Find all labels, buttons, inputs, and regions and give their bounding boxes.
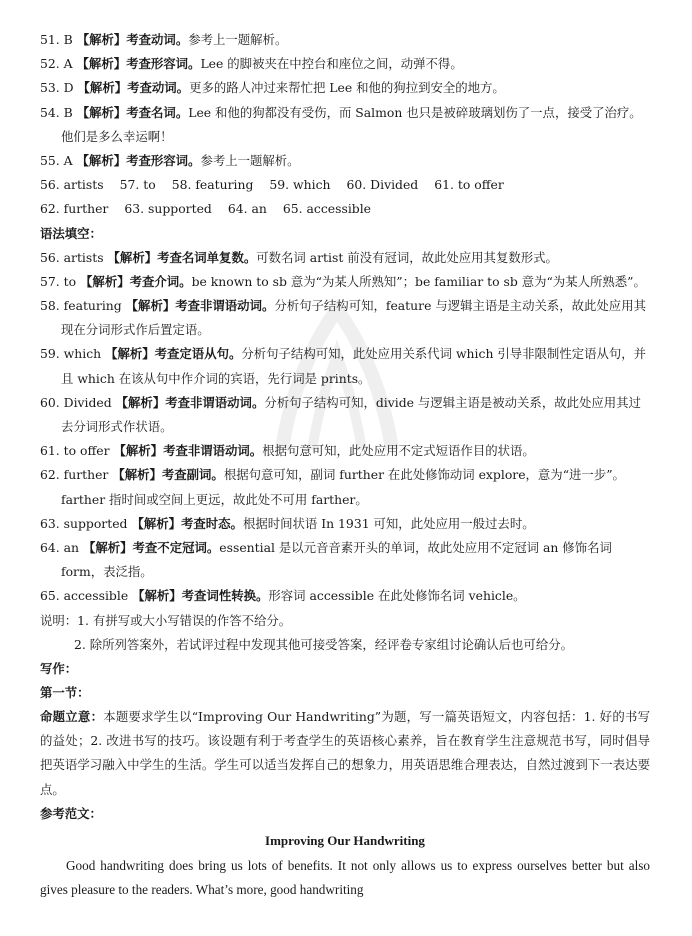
note-2: 2. 除所列答案外，若试评过程中发现其他可接受答案，经评卷专家组讨论确认后也可给分。 bbox=[74, 636, 573, 652]
grammar-64: 64. an 【解析】考查不定冠词。essential 是以元音音素开头的单词，故此处应用不定冠词 an 修饰名词 form，表泛指。 bbox=[40, 540, 612, 580]
note-1: 说明：1. 有拼写或大小写错误的作答不给分。 bbox=[40, 612, 292, 628]
grammar-58: 58. featuring 【解析】考查非谓语动词。分析句子结构可知，feature 与逻辑主语是主动关系，故此处应用其现在分词形式作后置定语。 bbox=[40, 298, 646, 338]
answer-53: 53. D 【解析】考查动词。更多的路人冲过来帮忙把 Lee 和他的狗拉到安全的地方。 bbox=[40, 80, 505, 96]
grammar-heading: 语法填空： bbox=[40, 225, 102, 241]
grammar-56: 56. artists 【解析】考查名词单复数。可数名词 artist 前没有冠词，故此处应用其复数形式。 bbox=[40, 249, 558, 265]
grammar-62: 62. further 【解析】考查副词。根据句意可知，副词 further 在此处修饰动词 explore，意为“进一步”。farther 指时间或空间上更远，故此处不可用 farther。 bbox=[40, 467, 625, 507]
grammar-59: 59. which 【解析】考查定语从句。分析句子结构可知，此处应用关系代词 which 引导非限制性定语从句，并且 which 在该从句中作介词的宾语，先行词是 prints。 bbox=[40, 346, 647, 386]
analysis-tag: 【解析】 bbox=[76, 32, 127, 47]
grammar-61: 61. to offer 【解析】考查非谓语动词。根据句意可知，此处应用不定式短语作目的状语。 bbox=[40, 443, 535, 459]
cloze-answers-row-1: 56. artists 57. to 58. featuring 59. which 60. Divided 61. to offer bbox=[40, 177, 504, 193]
essay-title: Improving Our Handwriting bbox=[265, 832, 425, 848]
grammar-63: 63. supported 【解析】考查时态。根据时间状语 In 1931 可知，此处应用一般过去时。 bbox=[40, 515, 535, 531]
answer-key-page bbox=[40, 28, 650, 902]
answer-52: 52. A 【解析】考查形容词。Lee 的脚被夹在中控台和座位之间，动弹不得。 bbox=[40, 56, 463, 72]
intent-paragraph: 命题立意：本题要求学生以“Improving Our Handwriting”为题，写一篇英语短文，内容包括：1. 好的书写的益处；2. 改进书写的技巧。该设题有利于考查学生的英语核心素养，旨在教育学生注意规范书写，同时倡导把英语学习融入中学生的生活。学生可以适当发挥自己的想象力，用英语思维合理表达，自然过渡到下一表达要点。 bbox=[40, 709, 650, 797]
essay-body: Good handwriting does bring us lots of benefits. It not only allows us to express ourselves better but also gives pleasure to the readers. What’s more, good handwriting bbox=[40, 857, 650, 897]
grammar-60: 60. Divided 【解析】考查非谓语动词。分析句子结构可知，divide 与逻辑主语是被动关系，故此处应用其过去分词形式作状语。 bbox=[40, 394, 641, 435]
cloze-answers-row-2: 62. further 63. supported 64. an 65. accessible bbox=[40, 201, 372, 217]
grammar-65: 65. accessible 【解析】考查词性转换。形容词 accessible 在此处修饰名词 vehicle。 bbox=[40, 588, 526, 604]
answer-51: 51. B 【解析】考查动词。参考上一题解析。 bbox=[40, 32, 288, 47]
answer-55: 55. A 【解析】考查形容词。参考上一题解析。 bbox=[40, 153, 300, 169]
writing-heading: 写作： bbox=[40, 661, 78, 677]
sample-essay-label: 参考范文： bbox=[40, 805, 102, 821]
grammar-57: 57. to 【解析】考查介词。be known to sb 意为“为某人所熟知”；be familiar to sb 意为“为某人所熟悉”。 bbox=[40, 273, 646, 289]
section-1-heading: 第一节： bbox=[40, 685, 90, 701]
answer-54: 54. B 【解析】考查名词。Lee 和他的狗都没有受伤，而 Salmon 也只是被碎玻璃划伤了一点，接受了治疗。他们是多么幸运啊！ bbox=[40, 104, 642, 144]
